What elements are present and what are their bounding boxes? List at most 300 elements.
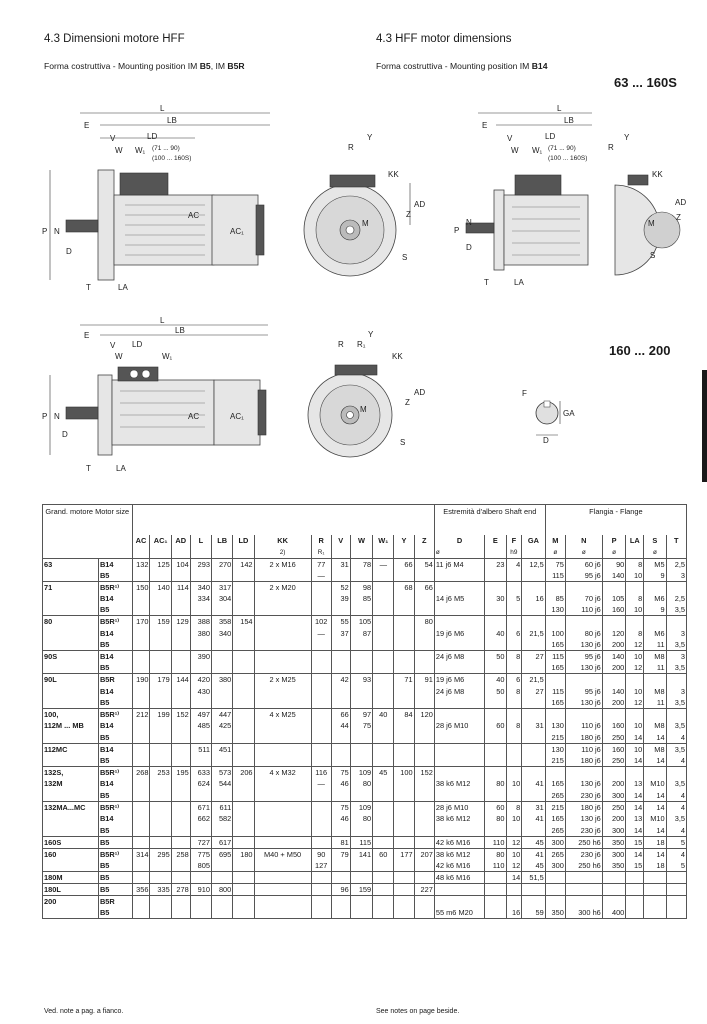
cell-l — [190, 639, 211, 651]
cell-ac1 — [150, 570, 171, 582]
cell-t: 3,5 — [666, 813, 686, 825]
cell-f: 8 — [506, 651, 522, 663]
column-header: N — [565, 535, 602, 547]
cell-w — [350, 790, 372, 802]
cell-motor-size: 132S, — [43, 767, 99, 779]
cell-ac1: 253 — [150, 767, 171, 779]
cell-p: 400 — [602, 907, 626, 919]
cell-y — [394, 628, 414, 640]
cell-t: 5 — [666, 836, 686, 848]
cell-ac1 — [150, 778, 171, 790]
cell-ga: 31 — [522, 720, 546, 732]
cell-motor-size: 80 — [43, 616, 99, 628]
cell-motor-size — [43, 686, 99, 698]
cell-ad — [171, 755, 190, 767]
table-row — [43, 778, 687, 790]
cell-y: 71 — [394, 674, 414, 686]
cell-mounting-position: B14 — [98, 628, 132, 640]
cell-l: 390 — [190, 651, 211, 663]
cell-f — [506, 790, 522, 802]
cell-ld — [233, 581, 254, 593]
cell-lb — [212, 871, 233, 883]
cell-r — [311, 871, 331, 883]
cell-ac — [132, 628, 150, 640]
cell-r — [311, 686, 331, 698]
cell-ad — [171, 639, 190, 651]
cell-w1: 60 — [373, 848, 394, 860]
cell-ad: 195 — [171, 767, 190, 779]
cell-kk — [254, 860, 311, 872]
cell-r — [311, 593, 331, 605]
cell-m: 215 — [545, 732, 565, 744]
cell-motor-size: 180M — [43, 871, 99, 883]
cell-m — [545, 895, 565, 907]
cell-y — [394, 604, 414, 616]
cell-ac1 — [150, 860, 171, 872]
cell-w1 — [373, 860, 394, 872]
cell-ac1 — [150, 871, 171, 883]
cell-kk: 2 x M20 — [254, 581, 311, 593]
cell-ad — [171, 907, 190, 919]
cell-ga: 45 — [522, 860, 546, 872]
cell-r — [311, 755, 331, 767]
cell-r — [311, 744, 331, 756]
cell-la: 10 — [626, 744, 644, 756]
table-row — [43, 895, 687, 907]
cell-ad: 129 — [171, 616, 190, 628]
cell-w — [350, 755, 372, 767]
cell-kk — [254, 755, 311, 767]
cell-s: 9 — [644, 570, 666, 582]
dim-Y-6: Y — [368, 330, 374, 339]
cell-d: 55 m6 M20 — [434, 907, 484, 919]
cell-motor-size — [43, 628, 99, 640]
cell-t: 4 — [666, 790, 686, 802]
dim-M-2: M — [362, 219, 369, 228]
cell-la: 10 — [626, 651, 644, 663]
cell-z: 207 — [414, 848, 434, 860]
cell-motor-size — [43, 604, 99, 616]
cell-n: 130 j6 — [565, 697, 602, 709]
cell-v — [331, 732, 350, 744]
column-header: LA — [626, 535, 644, 547]
dim-LA-5: LA — [116, 464, 126, 473]
cell-p: 250 — [602, 801, 626, 813]
cell-d — [434, 697, 484, 709]
cell-m: 115 — [545, 686, 565, 698]
cell-n: 130 j6 — [565, 778, 602, 790]
cell-m: 165 — [545, 639, 565, 651]
column-header: LD — [233, 535, 254, 547]
cell-m: 100 — [545, 628, 565, 640]
dim-R-4: R — [608, 143, 614, 152]
cell-v: 37 — [331, 628, 350, 640]
cell-v — [331, 651, 350, 663]
dim-LA-1: LA — [118, 283, 128, 292]
cell-r: 77 — [311, 558, 331, 570]
table-row — [43, 570, 687, 582]
cell-m: 165 — [545, 697, 565, 709]
cell-kk — [254, 744, 311, 756]
cell-lb — [212, 651, 233, 663]
dim-T-5: T — [86, 464, 91, 473]
cell-y — [394, 755, 414, 767]
cell-p — [602, 616, 626, 628]
cell-p: 300 — [602, 848, 626, 860]
cell-ld — [233, 907, 254, 919]
cell-ac1 — [150, 836, 171, 848]
cell-la: 12 — [626, 697, 644, 709]
dim-S-4: S — [650, 251, 656, 260]
dim-LB-1: LB — [167, 116, 177, 125]
cell-l — [190, 790, 211, 802]
dim-T-1: T — [86, 283, 91, 292]
cell-motor-size — [43, 662, 99, 674]
cell-m: 215 — [545, 801, 565, 813]
cell-t: 4 — [666, 801, 686, 813]
cell-s: 9 — [644, 604, 666, 616]
cell-n: 110 j6 — [565, 744, 602, 756]
cell-z — [414, 628, 434, 640]
cell-ga — [522, 732, 546, 744]
column-header: W₁ — [373, 535, 394, 547]
cell-ad — [171, 628, 190, 640]
cell-y — [394, 651, 414, 663]
cell-ga: 41 — [522, 778, 546, 790]
cell-lb — [212, 686, 233, 698]
cell-ac: 268 — [132, 767, 150, 779]
cell-n — [565, 674, 602, 686]
cell-e — [485, 767, 506, 779]
cell-la: 8 — [626, 593, 644, 605]
cell-t — [666, 895, 686, 907]
cell-m: 300 — [545, 836, 565, 848]
cell-t — [666, 871, 686, 883]
cell-mounting-position: B5 — [98, 732, 132, 744]
cell-ld — [233, 895, 254, 907]
cell-s: 14 — [644, 801, 666, 813]
column-header: D — [434, 535, 484, 547]
dim-R1-6: R₁ — [357, 340, 366, 349]
cell-ga: 59 — [522, 907, 546, 919]
column-header: R — [311, 535, 331, 547]
cell-p: 200 — [602, 639, 626, 651]
cell-n — [565, 767, 602, 779]
cell-ld — [233, 674, 254, 686]
cell-w1 — [373, 662, 394, 674]
header-d-diam: ø — [435, 548, 440, 556]
cell-w1 — [373, 616, 394, 628]
cell-ga — [522, 767, 546, 779]
cell-f: 8 — [506, 801, 522, 813]
cell-e: 80 — [485, 848, 506, 860]
cell-n: 180 j6 — [565, 755, 602, 767]
cell-n: 230 j6 — [565, 825, 602, 837]
cell-d: 42 k6 M16 — [434, 836, 484, 848]
cell-kk — [254, 895, 311, 907]
table-row — [43, 767, 687, 779]
cell-d: 38 k6 M12 — [434, 813, 484, 825]
drawing-160-200-front — [308, 330, 425, 457]
cell-l: 671 — [190, 801, 211, 813]
cell-ld — [233, 778, 254, 790]
dim-M-4: M — [648, 219, 655, 228]
cell-ld — [233, 651, 254, 663]
title-english: 4.3 HFF motor dimensions — [376, 33, 512, 45]
cell-p — [602, 871, 626, 883]
cell-z — [414, 871, 434, 883]
cell-l: 775 — [190, 848, 211, 860]
cell-lb: 451 — [212, 744, 233, 756]
column-header: L — [190, 535, 211, 547]
cell-r: 116 — [311, 767, 331, 779]
cell-mounting-position: B5 — [98, 860, 132, 872]
cell-e — [485, 616, 506, 628]
cell-v — [331, 871, 350, 883]
cell-ac — [132, 720, 150, 732]
cell-y: 84 — [394, 709, 414, 721]
cell-w — [350, 744, 372, 756]
cell-n — [565, 883, 602, 895]
cell-la: 15 — [626, 860, 644, 872]
cell-t: 4 — [666, 825, 686, 837]
cell-f — [506, 895, 522, 907]
dim-LD-1: LD — [147, 132, 158, 141]
cell-ld: 154 — [233, 616, 254, 628]
cell-d: 24 j6 M8 — [434, 686, 484, 698]
cell-t: 4 — [666, 732, 686, 744]
dim-D-7: D — [543, 436, 549, 445]
dim-LB-3: LB — [564, 116, 574, 125]
cell-motor-size — [43, 697, 99, 709]
cell-y — [394, 790, 414, 802]
cell-lb: 270 — [212, 558, 233, 570]
cell-w1 — [373, 813, 394, 825]
cell-lb — [212, 790, 233, 802]
range-label-bottom: 160 ... 200 — [609, 343, 671, 358]
cell-z — [414, 639, 434, 651]
cell-w — [350, 732, 372, 744]
cell-ld — [233, 825, 254, 837]
dim-KK-2: KK — [388, 170, 399, 179]
cell-w — [350, 639, 372, 651]
cell-w: 109 — [350, 801, 372, 813]
cell-ld — [233, 639, 254, 651]
cell-v — [331, 755, 350, 767]
range-label-top: 63 ... 160S — [614, 75, 677, 90]
cell-p — [602, 883, 626, 895]
cell-z — [414, 570, 434, 582]
cell-l — [190, 825, 211, 837]
cell-motor-size — [43, 907, 99, 919]
cell-t: 3,5 — [666, 639, 686, 651]
cell-ga: 31 — [522, 801, 546, 813]
cell-motor-size — [43, 570, 99, 582]
cell-y — [394, 871, 414, 883]
cell-v: 75 — [331, 801, 350, 813]
cell-la: 14 — [626, 755, 644, 767]
cell-t: 3,5 — [666, 604, 686, 616]
cell-t — [666, 883, 686, 895]
cell-w: 141 — [350, 848, 372, 860]
cell-ac1: 140 — [150, 581, 171, 593]
cell-r — [311, 836, 331, 848]
column-header: Y — [394, 535, 414, 547]
cell-ac1 — [150, 895, 171, 907]
cell-w1 — [373, 570, 394, 582]
cell-r — [311, 662, 331, 674]
cell-ld — [233, 697, 254, 709]
cell-motor-size: 90L — [43, 674, 99, 686]
cell-ac1 — [150, 732, 171, 744]
cell-d — [434, 732, 484, 744]
cell-t — [666, 767, 686, 779]
cell-f: 8 — [506, 720, 522, 732]
cell-kk — [254, 907, 311, 919]
cell-s: 11 — [644, 662, 666, 674]
cell-s — [644, 895, 666, 907]
cell-motor-size: 63 — [43, 558, 99, 570]
cell-n — [565, 581, 602, 593]
cell-y — [394, 907, 414, 919]
column-header: AD — [171, 535, 190, 547]
cell-w1 — [373, 674, 394, 686]
cell-ac1 — [150, 825, 171, 837]
dim-V-1: V — [110, 134, 116, 143]
cell-d — [434, 744, 484, 756]
cell-n: 250 h6 — [565, 860, 602, 872]
cell-ac: 190 — [132, 674, 150, 686]
cell-n: 230 j6 — [565, 848, 602, 860]
cell-y: 177 — [394, 848, 414, 860]
column-header: KK — [254, 535, 311, 547]
cell-la: 8 — [626, 558, 644, 570]
cell-s — [644, 907, 666, 919]
cell-v — [331, 907, 350, 919]
cell-mounting-position: B14 — [98, 778, 132, 790]
column-header: AC₁ — [150, 535, 171, 547]
dim-V-5: V — [110, 341, 116, 350]
cell-ga — [522, 895, 546, 907]
cell-motor-size — [43, 755, 99, 767]
cell-motor-size: 112M ... MB — [43, 720, 99, 732]
cell-ac — [132, 593, 150, 605]
cell-lb: 695 — [212, 848, 233, 860]
cell-t: 3 — [666, 570, 686, 582]
cell-la — [626, 616, 644, 628]
dim-KK-6: KK — [392, 352, 403, 361]
cell-ad — [171, 860, 190, 872]
cell-m — [545, 883, 565, 895]
header-motor-size: Grand. motore Motor size — [43, 505, 133, 535]
cell-kk — [254, 662, 311, 674]
cell-ad — [171, 570, 190, 582]
cell-m: 130 — [545, 720, 565, 732]
dim-S-6: S — [400, 438, 406, 447]
cell-d: 48 k6 M16 — [434, 871, 484, 883]
cell-m: 265 — [545, 825, 565, 837]
cell-r — [311, 604, 331, 616]
table-row — [43, 907, 687, 919]
cell-ld — [233, 883, 254, 895]
cell-e — [485, 662, 506, 674]
dim-N-3: N — [466, 218, 472, 227]
cell-v: 96 — [331, 883, 350, 895]
cell-w1 — [373, 871, 394, 883]
cell-m: 130 — [545, 604, 565, 616]
drawing-b14-front — [608, 133, 686, 275]
cell-kk: M40 + M50 — [254, 848, 311, 860]
cell-f — [506, 825, 522, 837]
cell-motor-size: 132M — [43, 778, 99, 790]
cell-l — [190, 604, 211, 616]
cell-kk: 2 x M25 — [254, 674, 311, 686]
cell-n: 95 j6 — [565, 570, 602, 582]
cell-d: 38 k6 M12 — [434, 848, 484, 860]
cell-lb — [212, 732, 233, 744]
cell-y — [394, 616, 414, 628]
header-r-sub: R₁ — [311, 547, 331, 559]
dim-D-1: D — [66, 247, 72, 256]
cell-ld — [233, 686, 254, 698]
cell-w1 — [373, 651, 394, 663]
cell-ac — [132, 686, 150, 698]
cell-z: 227 — [414, 883, 434, 895]
cell-p: 350 — [602, 860, 626, 872]
column-header: E — [485, 535, 506, 547]
cell-z: 120 — [414, 709, 434, 721]
cell-v: 81 — [331, 836, 350, 848]
cell-r — [311, 674, 331, 686]
cell-w — [350, 604, 372, 616]
cell-d — [434, 895, 484, 907]
dim-AD-4: AD — [675, 198, 687, 207]
cell-e — [485, 790, 506, 802]
cell-r — [311, 651, 331, 663]
cell-m: 130 — [545, 744, 565, 756]
cell-motor-size — [43, 813, 99, 825]
cell-e — [485, 639, 506, 651]
cell-d: 42 k6 M16 — [434, 860, 484, 872]
cell-p — [602, 581, 626, 593]
cell-n: 180 j6 — [565, 801, 602, 813]
cell-t — [666, 674, 686, 686]
cell-w: 105 — [350, 616, 372, 628]
cell-p: 140 — [602, 686, 626, 698]
cell-f: 5 — [506, 593, 522, 605]
dim-L-1: L — [160, 104, 165, 113]
cell-ld — [233, 755, 254, 767]
cell-ga — [522, 662, 546, 674]
cell-w: 80 — [350, 778, 372, 790]
cell-kk — [254, 836, 311, 848]
cell-ld: 142 — [233, 558, 254, 570]
table-row — [43, 744, 687, 756]
cell-s: M8 — [644, 744, 666, 756]
cell-w — [350, 662, 372, 674]
column-header: W — [350, 535, 372, 547]
cell-w1 — [373, 790, 394, 802]
cell-p — [602, 895, 626, 907]
cell-z — [414, 651, 434, 663]
cell-e — [485, 825, 506, 837]
cell-ld — [233, 790, 254, 802]
cell-y — [394, 883, 414, 895]
cell-n: 110 j6 — [565, 720, 602, 732]
dim-N-5: N — [54, 412, 60, 421]
cell-m: 165 — [545, 662, 565, 674]
cell-f: 10 — [506, 813, 522, 825]
